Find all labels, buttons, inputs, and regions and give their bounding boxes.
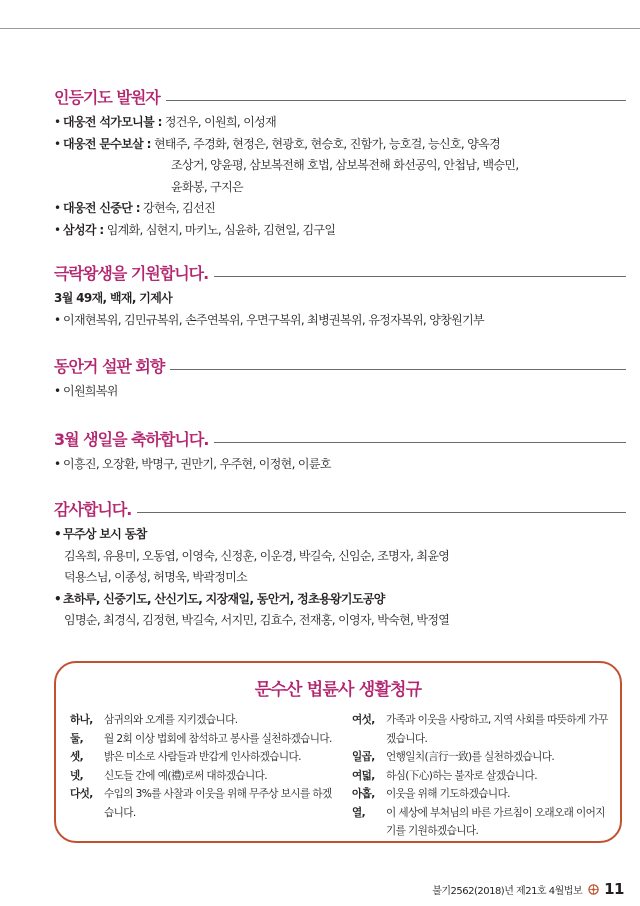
title-rule [214, 276, 626, 277]
subheading: 3월 49재, 백재, 기제사 [54, 291, 173, 305]
bullet-icon: • [54, 136, 61, 151]
section-title-row [54, 496, 626, 520]
item-names: 덕용스님, 이종성, 허명욱, 박곽정미소 [64, 570, 248, 584]
rule-number: 열, [352, 806, 366, 819]
rule-text: 밝은 미소로 사람들과 반갑게 인사하겠습니다. [104, 751, 301, 763]
rule-text: 수입의 3%를 사찰과 이웃을 위해 무주상 보시를 하겠습니다. [104, 788, 332, 819]
bullet-icon: • [54, 222, 61, 237]
rule-text: 삼귀의와 오계를 지키겠습니다. [104, 714, 238, 726]
rule-item [70, 711, 338, 730]
rule-item [352, 804, 614, 841]
section-title: 감사합니다. [54, 500, 132, 519]
section-title-row [54, 260, 626, 284]
item-names: 임명순, 최경식, 김정현, 박길숙, 서지민, 김효수, 전재홍, 이영자, 박숙현, 박정열 [64, 613, 450, 627]
item-names: 이재현복위, 김민규복위, 손주연복위, 우면구복위, 최병권복위, 유정자복위, 양창원기부 [63, 312, 484, 327]
item-names: 이원희복위 [63, 384, 118, 398]
page-footer [432, 880, 624, 898]
footer-issue-text: 불기2562(2018)년 제21호 4월법보 [432, 885, 583, 897]
section-title: 인등기도 발원자 [54, 88, 160, 107]
rule-text: 하심(下心)하는 불자로 살겠습니다. [386, 769, 537, 782]
section-title-row [54, 84, 626, 108]
rule-item [352, 767, 614, 786]
rule-text: 이웃을 위해 기도하겠습니다. [386, 788, 510, 800]
subheading: 무주상 보시 동참 [63, 527, 147, 541]
dharma-wheel-icon [588, 884, 599, 895]
section-winter-retreat [54, 353, 626, 403]
list-item [54, 112, 626, 134]
item-names: 임계화, 심현지, 마키노, 심윤하, 김현일, 김구일 [106, 222, 336, 237]
title-rule [170, 369, 626, 370]
section-lamp-donors [54, 84, 626, 241]
item-continuation: 조상거, 양윤평, 삼보복전해 호법, 삼보복전해 화선공익, 안첩남, 백승민, [171, 158, 519, 172]
item-names: 현태주, 주경화, 현정은, 현광호, 현승호, 진함가, 능호걸, 능신호, 양옥경 [153, 136, 501, 151]
rule-item [70, 767, 338, 786]
rule-text: 월 2회 이상 법회에 참석하고 봉사를 실천하겠습니다. [104, 732, 332, 745]
rule-text: 이 세상에 부처님의 바른 가르침이 오래오래 이어지기를 기원하겠습니다. [386, 806, 605, 837]
list-item [54, 454, 626, 476]
rule-number: 둘, [70, 732, 84, 745]
title-rule [166, 100, 626, 101]
rules-title: 문수산 법륜사 생활청규 [254, 680, 422, 700]
section-title: 3월 생일을 축하합니다. [54, 430, 209, 449]
rule-number: 셋, [70, 751, 84, 763]
section-thanks [54, 496, 626, 632]
section-title-row [54, 353, 626, 377]
rule-text: 신도들 간에 예(禮)로써 대하겠습니다. [104, 769, 267, 782]
item-names: 정건우, 이원희, 이성재 [164, 115, 277, 129]
subheading: 초하루, 신중기도, 산신기도, 지장재일, 동안거, 정초용왕기도공양 [63, 591, 385, 606]
rule-number: 넷, [70, 769, 84, 782]
section-title: 동안거 설판 회향 [54, 357, 165, 376]
bullet-icon: • [54, 312, 61, 327]
rule-number: 아홉, [352, 788, 375, 800]
item-label: 삼성각 : [63, 222, 104, 237]
rule-number: 하나, [70, 714, 93, 726]
bullet-icon: • [54, 115, 61, 129]
rule-item [352, 711, 614, 748]
item-label: 대웅전 신중단 : [63, 201, 140, 215]
list-item [54, 381, 626, 403]
rule-text: 가족과 이웃을 사랑하고, 지역 사회를 따뜻하게 가꾸겠습니다. [386, 714, 608, 745]
item-label: 대웅전 석가모니불 : [63, 115, 162, 129]
rules-box [54, 661, 622, 843]
rule-item [70, 730, 338, 749]
rule-number: 여덟, [352, 769, 375, 782]
bullet-icon: • [54, 591, 62, 606]
item-names: 김옥희, 유용미, 오동엽, 이영숙, 신정훈, 이운경, 박길숙, 신임순, 조명자, 최윤영 [64, 548, 450, 563]
list-item [54, 198, 626, 220]
rule-item [70, 748, 338, 767]
list-item [54, 310, 626, 332]
section-birthdays [54, 426, 626, 476]
item-label: 대웅전 문수보살 : [63, 136, 151, 151]
bullet-icon: • [54, 384, 61, 398]
list-item [54, 134, 626, 156]
rule-item [352, 785, 614, 804]
title-rule [137, 512, 626, 513]
list-item [54, 220, 626, 242]
rule-item [352, 748, 614, 767]
rule-number: 여섯, [352, 714, 375, 726]
title-rule [214, 442, 626, 443]
rule-number: 다섯, [70, 788, 93, 800]
list-item [54, 589, 626, 611]
list-item [54, 524, 626, 546]
item-names: 강현숙, 김선진 [143, 201, 216, 215]
item-names: 이흥진, 오장환, 박명구, 권만기, 우주현, 이정현, 이륜호 [63, 457, 331, 471]
rule-text: 언행일치(言行一致)를 실천하겠습니다. [386, 751, 555, 763]
bullet-icon: • [54, 201, 61, 215]
rules-column-left [70, 711, 338, 822]
rule-number: 일곱, [352, 751, 375, 763]
bullet-icon: • [54, 457, 61, 471]
top-divider [0, 28, 640, 29]
bullet-icon: • [54, 527, 62, 541]
item-continuation: 윤화봉, 구지은 [171, 179, 243, 194]
section-memorial [54, 260, 626, 331]
rule-item [70, 785, 338, 822]
rules-column-right [352, 711, 614, 841]
page-number: 11 [604, 880, 624, 898]
section-title: 극락왕생을 기원합니다. [54, 264, 209, 283]
section-title-row [54, 426, 626, 450]
